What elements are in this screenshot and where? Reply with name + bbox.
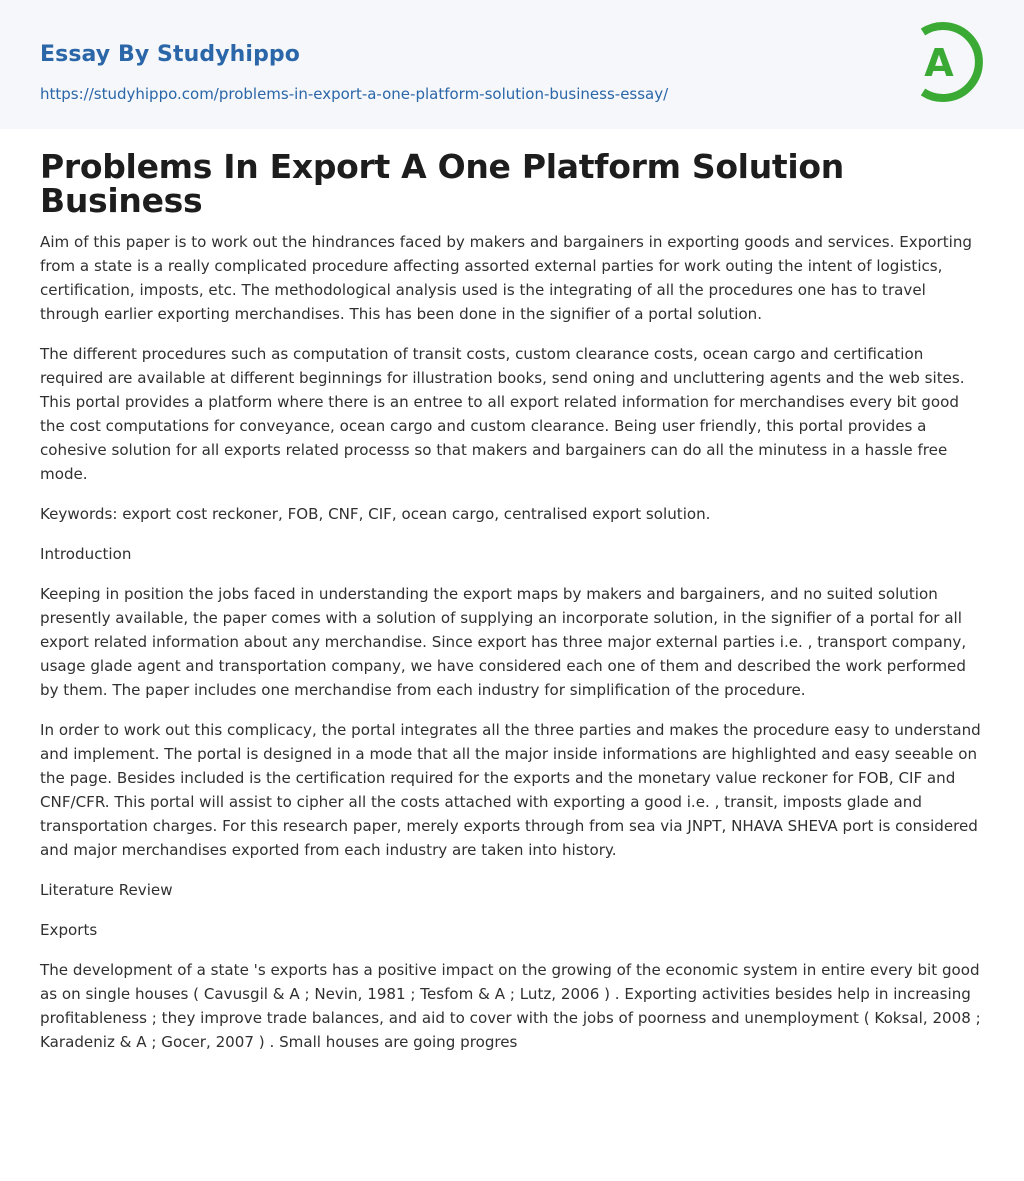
- paragraph-intro-1: Keeping in position the jobs faced in understanding the export maps by makers and bargainers, and no suited solution presently available, the paper comes with a solution of supplying an incorporate solution, in the signifier of a portal for all export related information about any merchandise. Since export has three major external parties i.e. , transport company, usage glade agent and transportation company, we have considered each one of them and described the work performed by them. The paper includes one merchandise from each industry for simplification of the procedure.: [40, 585, 967, 699]
- site-header: [0, 0, 1024, 129]
- heading-exports: Exports: [40, 921, 98, 939]
- paragraph-abstract: Aim of this paper is to work out the hindrances faced by makers and bargainers in exporting goods and services. Exporting from a state is a really complicated procedure affecting assorted external parties for work outing the intent of logistics, certification, imposts, etc. The methodological analysis used is the integrating of all the procedures one has to travel through earlier exporting merchandises. This has been done in the signifier of a portal solution.: [40, 233, 973, 323]
- heading-introduction: Introduction: [40, 545, 132, 563]
- article: [40, 147, 984, 1070]
- article-body: [40, 230, 984, 1054]
- heading-literature-review: Literature Review: [40, 881, 173, 899]
- brand-title[interactable]: Essay By Studyhippo: [40, 42, 300, 67]
- paragraph-procedures: The different procedures such as computation of transit costs, custom clearance costs, ocean cargo and certification required are available at different beginnings for illustration books, send oning and uncluttering agents and the web sites. This portal provides a platform where there is an entree to all export related information for merchandises every bit good the cost computations for conveyance, ocean cargo and custom clearance. Being user friendly, this portal provides a cohesive solution for all exports related processs so that makers and bargainers can do all the minutess in a hassle free mode.: [40, 345, 965, 483]
- paragraph-intro-2: In order to work out this complicacy, the portal integrates all the three parties and makes the procedure easy to understand and implement. The portal is designed in a mode that all the major inside informations are highlighted and easy seeable on the page. Besides included is the certification required for the exports and the monetary value reckoner for FOB, CIF and CNF/CFR. This portal will assist to cipher all the costs attached with exporting a good i.e. , transit, imposts glade and transportation charges. For this research paper, merely exports through from sea via JNPT, NHAVA SHEVA port is considered and major merchandises exported from each industry are taken into history.: [40, 721, 981, 859]
- logo-letter: A: [924, 41, 954, 85]
- page-url-link[interactable]: https://studyhippo.com/problems-in-export-a-one-platform-solution-business-essay/: [40, 85, 669, 103]
- studyhippo-logo-icon[interactable]: [913, 18, 987, 106]
- paragraph-exports: The development of a state 's exports has a positive impact on the growing of the economic system in entire every bit good as on single houses ( Cavusgil & A ; Nevin, 1981 ; Tesfom & A ; Lutz, 2006 ) . Exporting activities besides help in increasing profitableness ; they improve trade balances, and aid to cover with the jobs of poorness and unemployment ( Koksal, 2008 ; Karadeniz & A ; Gocer, 2007 ) . Small houses are going progres: [40, 961, 981, 1051]
- paragraph-keywords: Keywords: export cost reckoner, FOB, CNF, CIF, ocean cargo, centralised export solution.: [40, 505, 711, 523]
- article-title: Problems In Export A One Platform Solution Business: [40, 147, 844, 220]
